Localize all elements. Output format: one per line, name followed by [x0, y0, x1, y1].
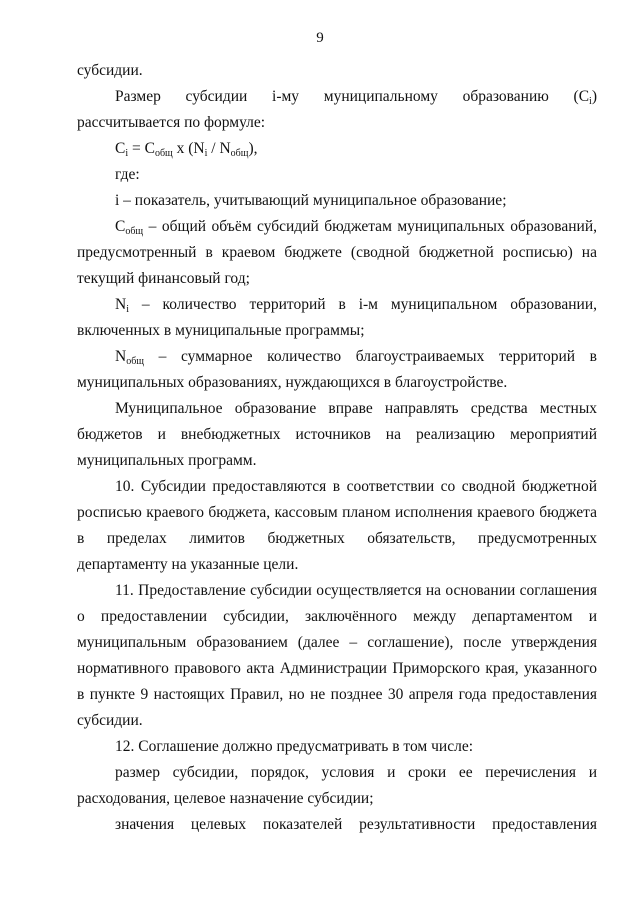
- paragraph: 12. Соглашение должно предусматривать в том числе:: [115, 738, 474, 755]
- paragraph: размер субсидии, порядок, условия и сроки ее перечисления и расходования, целевое назначение субсидии;: [77, 764, 597, 807]
- paragraph: субсидии.: [77, 62, 143, 79]
- paragraph: $C_{общ}$ – общий объём субсидий бюджетам муниципальных образований, предусмотренный в краевом бюджете (сводной бюджетной росписью) на текущий финансовый год;: [77, 218, 597, 287]
- paragraph: значения целевых показателей результативности предоставления: [115, 816, 597, 833]
- document-body: [77, 58, 597, 838]
- paragraph: Муниципальное образование вправе направлять средства местных бюджетов и внебюджетных источников на реализацию мероприятий муниципальных программ.: [77, 400, 597, 469]
- page-number: 9: [316, 30, 324, 46]
- paragraph: $N_i$ – количество территорий в i-м муниципальном образовании, включенных в муниципальные программы;: [77, 296, 597, 339]
- paragraph: где:: [115, 166, 140, 183]
- formula: $C_i = C_{общ}$ x $(N_i / N_{общ})$,: [115, 140, 258, 159]
- paragraph: i – показатель, учитывающий муниципальное образование;: [115, 192, 507, 209]
- paragraph: 11. Предоставление субсидии осуществляется на основании соглашения о предоставлении субсидии, заключённого между департаментом и муниципальным образованием (далее – соглашение), после утверждения нормативного правового акта Администрации Приморского края, указанного в пункте 9 настоящих Правил, но не позднее 30 апреля года предоставления субсидии.: [77, 582, 597, 729]
- paragraph: 10. Субсидии предоставляются в соответствии со сводной бюджетной росписью краевого бюджета, кассовым планом исполнения краевого бюджета в пределах лимитов бюджетных обязательств, предусмотренных департаменту на указанные цели.: [77, 478, 597, 573]
- paragraph: Размер субсидии i-му муниципальному образованию $(C_i)$ рассчитывается по формуле:: [77, 88, 597, 131]
- paragraph: $N_{общ}$ – суммарное количество благоустраиваемых территорий в муниципальных образованиях, нуждающихся в благоустройстве.: [77, 348, 597, 391]
